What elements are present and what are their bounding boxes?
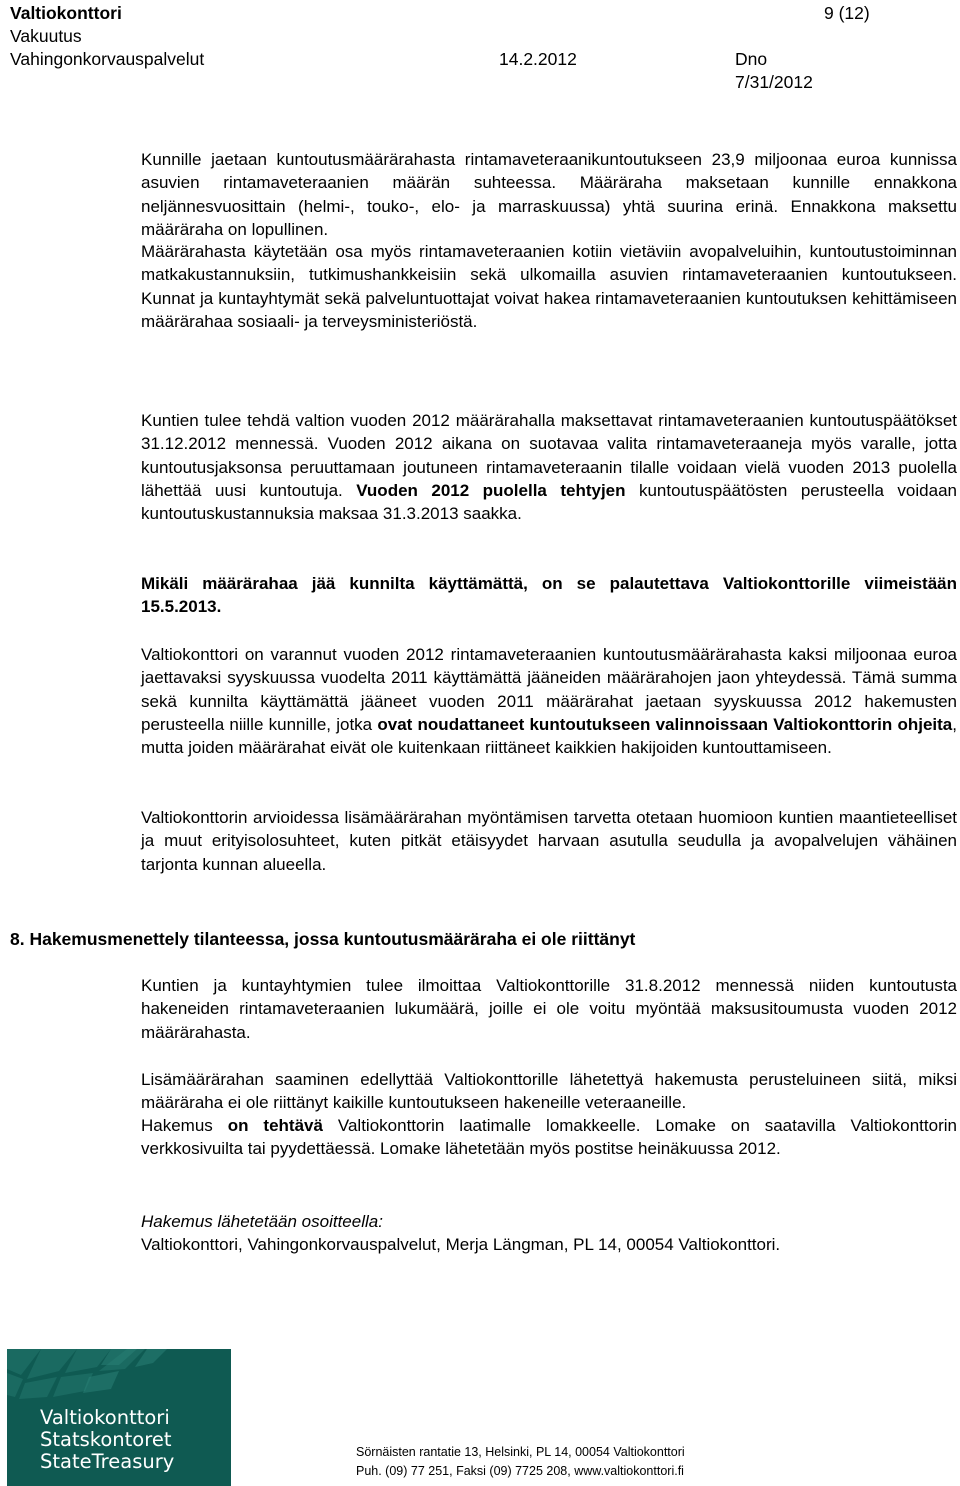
paragraph-10-address-label: Hakemus lähetetään osoitteella:: [141, 1212, 383, 1231]
paragraph-3: [141, 409, 957, 525]
document-date: 14.2.2012: [499, 49, 577, 69]
dno-label: Dno: [735, 49, 768, 69]
valtiokonttori-logo: [7, 1349, 231, 1486]
document-org-title: Valtiokonttori: [10, 3, 122, 23]
paragraph-2: Määrärahasta käytetään osa myös rintamaveteraanien kotiin vietäviin avopalveluihin, kuntoutustoiminnan matkakustannuksiin, tutkimushankkeisiin sekä ulkomailla asuvien rintamaveteraanien kuntoutukseen. Kunnat ja kuntayhtymät sekä palveluntuottajat voivat hakea rintamaveteraanien kuntoutuksen kehittämiseen määrärahaa sosiaali- ja terveysministeriöstä.: [141, 242, 957, 331]
paragraph-9: [141, 1114, 957, 1161]
paragraph-3-text-a: Kuntien tulee tehdä valtion vuoden 2012 määrärahalla maksettavat rintamaveteraanien kuntoutuspäätökset 31.12.2012 mennessä. Vuoden 2012 aikana on suotavaa valita rintamaveteraaneja myös varalle, jotta kuntoutusjaksonsa peruuttamaan joutuneen rintamaveteraanin tilalle voidaan vielä vuoden 2013 puolella lähettää uusi kuntoutuja.: [141, 411, 957, 500]
logo-line-fi: Valtiokonttori: [40, 1406, 170, 1429]
footer-address: Sörnäisten rantatie 13, Helsinki, PL 14, 00054 Valtiokonttori: [356, 1445, 685, 1459]
paragraph-7: Kuntien ja kuntayhtymien tulee ilmoittaa Valtiokonttorille 31.8.2012 mennessä niiden kuntoutusta hakeneiden rintamaveteraanien lukumäärä, joille ei ole voitu myöntää maksusitoumusta vuoden 2012 määrärahasta.: [141, 976, 957, 1042]
paragraph-8: Lisämäärärahan saaminen edellyttää Valtiokonttorille lähetettyä hakemusta perusteluineen siitä, miksi määräraha ei ole riittänyt kaikille kuntoutukseen hakeneille veteraaneille.: [141, 1070, 957, 1113]
section-heading-8: 8. Hakemusmenettely tilanteessa, jossa kuntoutusmääräraha ei ole riittänyt: [10, 929, 636, 949]
logo-line-sv: Statskontoret: [40, 1428, 172, 1451]
paragraph-3-bold: Vuoden 2012 puolella tehtyjen: [356, 480, 626, 500]
paragraph-5: [141, 643, 957, 759]
paragraph-3-text-b: kuntoutuspäätösten perusteella voidaan kuntoutuskustannuksia maksaa 31.3.2013 saakka.: [141, 480, 957, 524]
paragraph-5-text-a: Valtiokonttori on varannut vuoden 2012 rintamaveteraanien kuntoutusmäärärahasta kaksi miljoonaa euroa jaettavaksi syyskuussa vuodelta 2011 käyttämättä jääneiden määrärahojen jaon yhteydessä. Tämä summa sekä kunnilta käyttämättä jääneet vuoden 2011 määrärahat jaetaan syyskuussa 2012 hakemusten perusteella niille kunnille, jotka: [141, 645, 957, 734]
dno-value: 7/31/2012: [735, 72, 813, 92]
paragraph-4-notice: Mikäli määrärahaa jää kunnilta käyttämättä, on se palautettava Valtiokonttorille viimeistään 15.5.2013.: [141, 574, 957, 617]
paragraph-6: Valtiokonttorin arvioidessa lisämäärärahan myöntämisen tarvetta otetaan huomioon kuntien maantieteelliset ja muut erityisolosuhteet, kuten pitkät etäisyydet harvaan asutulla seudulla ja avopalvelujen vähäinen tarjonta kunnan alueella.: [141, 808, 957, 874]
paragraph-9-bold: on tehtävä: [227, 1116, 323, 1135]
department: Vakuutus: [10, 26, 82, 46]
unit: Vahingonkorvauspalvelut: [10, 49, 205, 69]
paragraph-11-address: Valtiokonttori, Vahingonkorvauspalvelut, Merja Längman, PL 14, 00054 Valtiokonttori.: [141, 1235, 781, 1254]
page-number: 9 (12): [824, 3, 870, 23]
logo-line-en: StateTreasury: [40, 1450, 175, 1473]
paragraph-5-bold: ovat noudattaneet kuntoutukseen valinnoissaan Valtiokonttorin ohjeita: [377, 714, 953, 734]
paragraph-5-text-b: , mutta joiden määrärahat eivät ole kuitenkaan riittäneet kaikkien hakijoiden kuntouttamiseen.: [141, 714, 957, 758]
paragraph-9-text-b: Valtiokonttorin laatimalle lomakkeelle. Lomake on saatavilla Valtiokonttorin verkkosivuilta tai pyydettäessä. Lomake lähetetään myös postitse heinäkuussa 2012.: [141, 1116, 957, 1159]
paragraph-9-text-a: Hakemus: [141, 1116, 228, 1135]
paragraph-1: Kunnille jaetaan kuntoutusmäärärahasta rintamaveteraanikuntoutukseen 23,9 miljoonaa euroa kunnissa asuvien rintamaveteraanien määrän suhteessa. Määräraha maksetaan kunnille ennakkona neljännesvuosittain (helmi-, touko-, elo- ja marraskuussa) yhtä suurina erinä. Ennakkona maksettu määräraha on lopullinen.: [141, 150, 957, 239]
footer-contact: Puh. (09) 77 251, Faksi (09) 7725 208, www.valtiokonttori.fi: [356, 1464, 684, 1478]
